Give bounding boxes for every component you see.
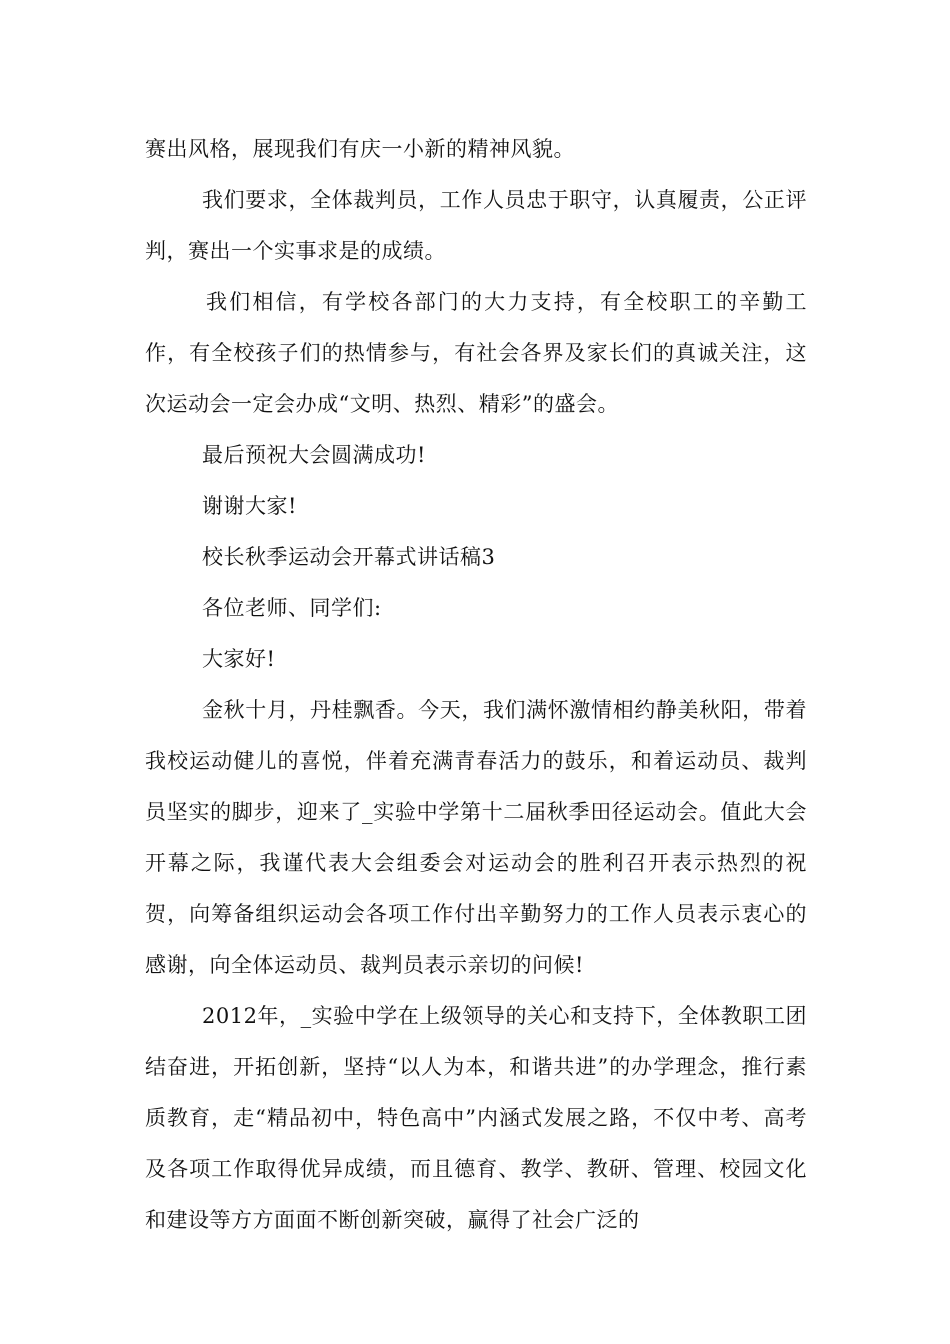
salutation: 各位老师、同学们:	[202, 596, 382, 620]
section-title: 校长秋季运动会开幕式讲话稿3	[202, 545, 496, 569]
greeting: 大家好!	[202, 647, 276, 671]
paragraph-2: 我们要求，全体裁判员，工作人员忠于职守，认真履责，公正评判，赛出一个实事求是的成绩。	[145, 188, 807, 263]
paragraph-3: 我们相信，有学校各部门的大力支持，有全校职工的辛勤工作，有全校孩子们的热情参与，有社会各界及家长们的真诚关注，这次运动会一定会办成“文明、热烈、精彩”的盛会。	[145, 290, 807, 416]
document-body	[145, 124, 807, 1246]
paragraph-5: 谢谢大家!	[202, 494, 297, 518]
paragraph-10: 2012年，_实验中学在上级领导的关心和支持下，全体教职工团结奋进，开拓创新，坚持“以人为本，和谐共进”的办学理念，推行素质教育，走“精品初中，特色高中”内涵式发展之路，不仅中考、高考及各项工作取得优异成绩，而且德育、教学、教研、管理、校园文化和建设等方方面面不断创新突破，赢得了社会广泛的	[145, 1004, 807, 1232]
paragraph-9: 金秋十月，丹桂飘香。今天，我们满怀激情相约静美秋阳，带着我校运动健儿的喜悦，伴着充满青春活力的鼓乐，和着运动员、裁判员坚实的脚步，迎来了_实验中学第十二届秋季田径运动会。值此大会开幕之际，我谨代表大会组委会对运动会的胜利召开表示热烈的祝贺，向筹备组织运动会各项工作付出辛勤努力的工作人员表示衷心的感谢，向全体运动员、裁判员表示亲切的问候!	[145, 698, 807, 977]
paragraph-1: 赛出风格，展现我们有庆一小新的精神风貌。	[145, 137, 575, 161]
paragraph-4: 最后预祝大会圆满成功!	[202, 443, 426, 467]
